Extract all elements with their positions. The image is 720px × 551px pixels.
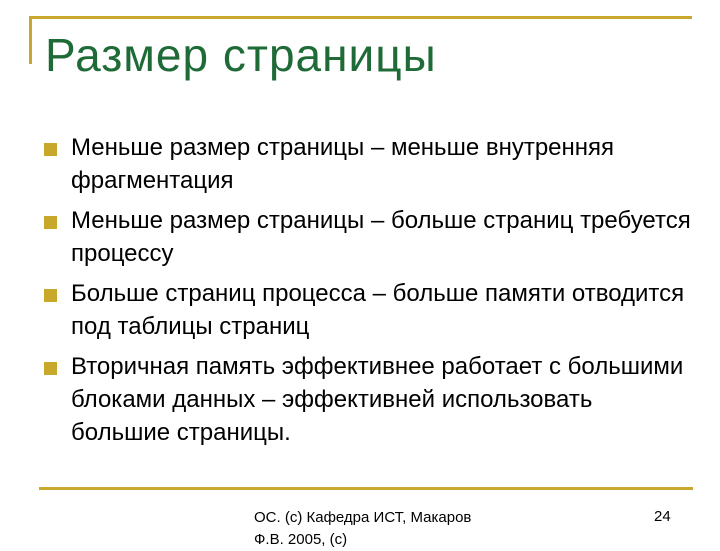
- square-bullet-icon: [44, 143, 57, 156]
- bullet-text: Меньше размер страницы – больше страниц требуется процессу: [71, 207, 691, 267]
- bullet-list: [44, 131, 694, 456]
- bullet-item: [44, 131, 694, 197]
- frame-bottom-line: [39, 487, 693, 490]
- frame-top-line: [29, 16, 692, 19]
- frame-left-line: [29, 16, 32, 64]
- square-bullet-icon: [44, 362, 57, 375]
- page-number: 24: [654, 508, 671, 525]
- bullet-text: Меньше размер страницы – меньше внутренняя фрагментация: [71, 134, 615, 194]
- slide-title: Размер страницы: [45, 29, 437, 81]
- bullet-item: [44, 350, 694, 449]
- bullet-text: Вторичная память эффективнее работает с большими блоками данных – эффективней использовать большие страницы.: [71, 353, 684, 446]
- bullet-item: [44, 204, 694, 270]
- square-bullet-icon: [44, 216, 57, 229]
- slide-footer: ОС. (с) Кафедра ИСТ, Макаров Ф.В. 2005, (с): [254, 509, 472, 548]
- bullet-text: Больше страниц процесса – больше памяти отводится под таблицы страниц: [71, 280, 685, 340]
- bullet-item: [44, 277, 694, 343]
- square-bullet-icon: [44, 289, 57, 302]
